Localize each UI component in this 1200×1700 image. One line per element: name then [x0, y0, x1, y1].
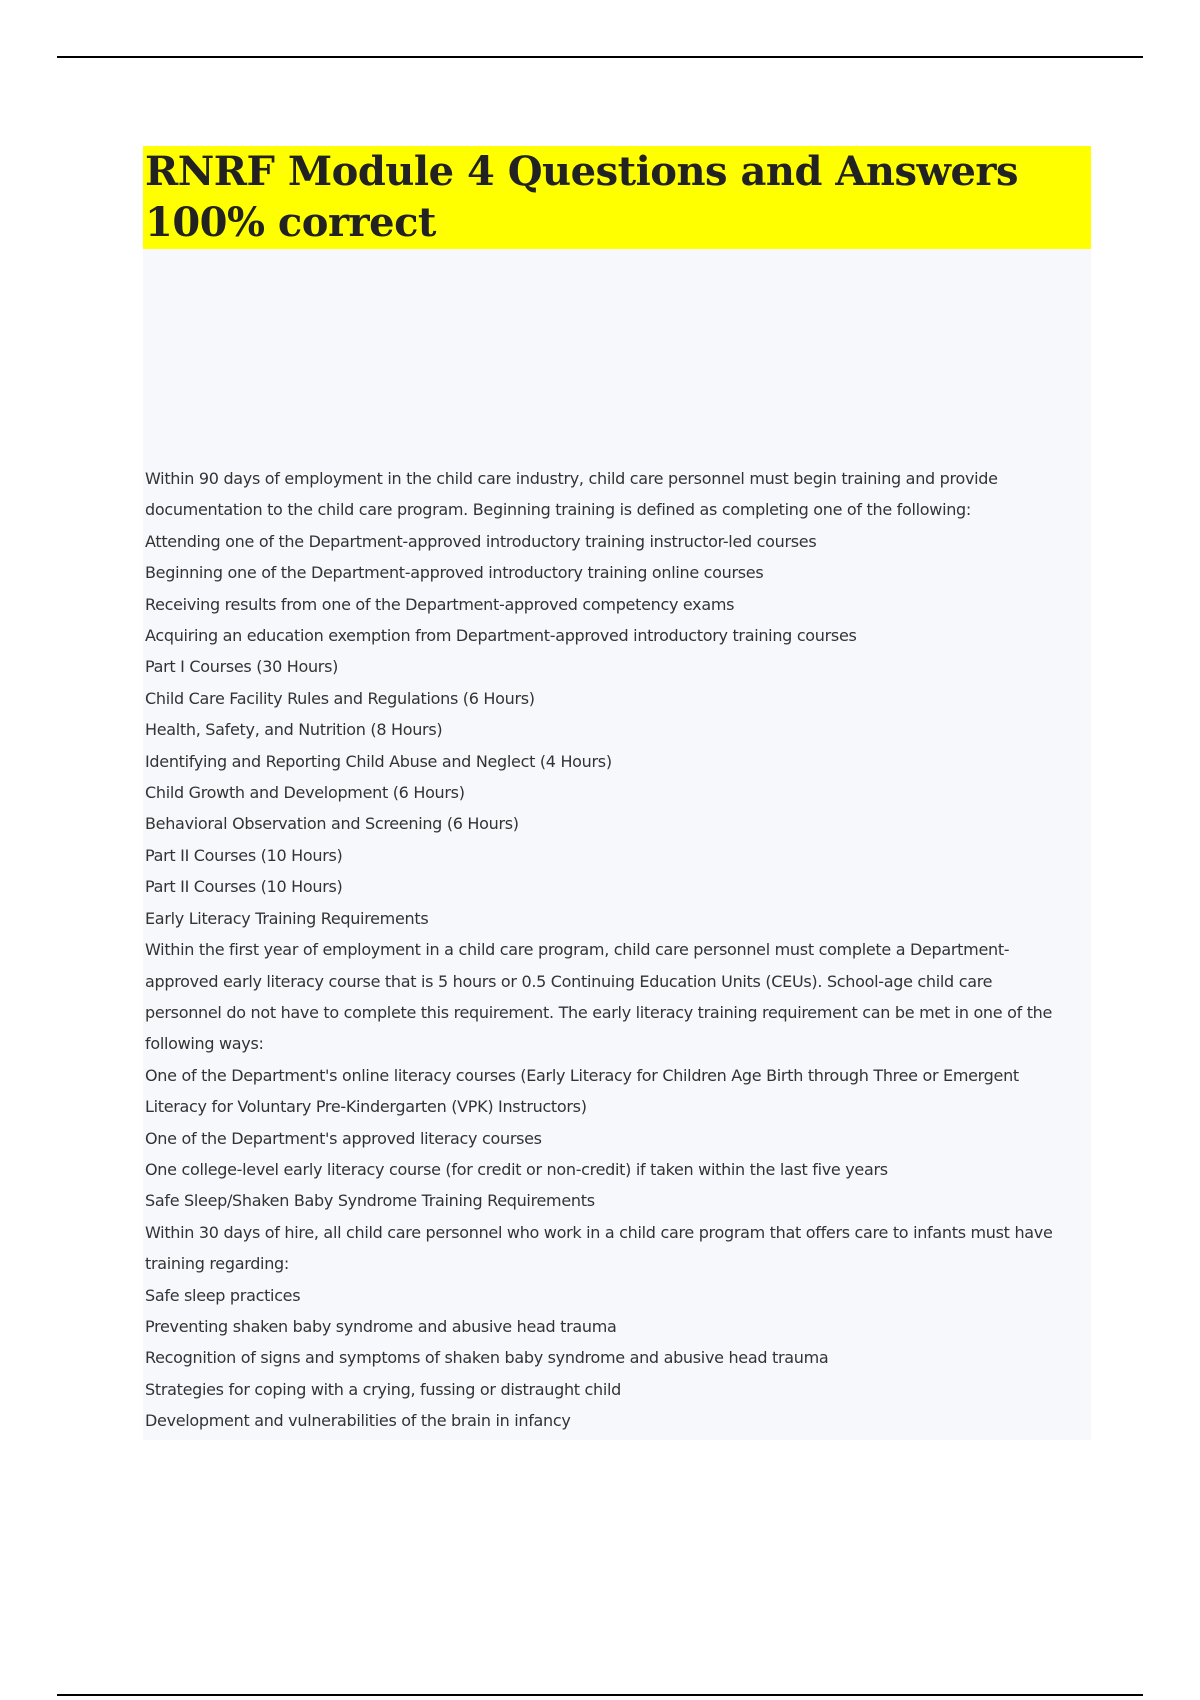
body-line: Beginning one of the Department-approved introductory training online courses	[145, 563, 764, 583]
body-line: Receiving results from one of the Department-approved competency exams	[145, 594, 735, 614]
title-highlight	[143, 146, 1091, 249]
body-line: Preventing shaken baby syndrome and abusive head trauma	[145, 1316, 617, 1336]
body-line: One of the Department's online literacy courses (Early Literacy for Children Age Birth through Three or Emergent	[145, 1065, 1019, 1085]
body-line: Part II Courses (10 Hours)	[145, 877, 343, 897]
body-line: Part I Courses (30 Hours)	[145, 657, 339, 677]
body-line: Health, Safety, and Nutrition (8 Hours)	[145, 720, 443, 740]
body-line: One college-level early literacy course (for credit or non-credit) if taken within the last five years	[145, 1159, 888, 1179]
body-line: training regarding:	[145, 1254, 289, 1274]
body-line: approved early literacy course that is 5 hours or 0.5 Continuing Education Units (CEUs). School-age child care	[145, 971, 993, 991]
body-line: Literacy for Voluntary Pre-Kindergarten (VPK) Instructors)	[145, 1097, 587, 1117]
body-line: Identifying and Reporting Child Abuse and Neglect (4 Hours)	[145, 751, 612, 771]
body-line: Part II Courses (10 Hours)	[145, 845, 343, 865]
body-line: following ways:	[145, 1034, 264, 1054]
body-line: One of the Department's approved literacy courses	[145, 1128, 542, 1148]
body-line: Safe sleep practices	[145, 1285, 301, 1305]
body-line: Child Growth and Development (6 Hours)	[145, 783, 465, 803]
body-line: Safe Sleep/Shaken Baby Syndrome Training Requirements	[145, 1191, 595, 1211]
body-line: Attending one of the Department-approved introductory training instructor-led courses	[145, 531, 817, 551]
body-line: Within 90 days of employment in the child care industry, child care personnel must begin training and provide	[145, 469, 998, 488]
body-line: Recognition of signs and symptoms of shaken baby syndrome and abusive head trauma	[145, 1348, 829, 1368]
body-line: Within the first year of employment in a child care program, child care personnel must complete a Department-	[145, 940, 1010, 960]
body-line: personnel do not have to complete this requirement. The early literacy training requirement can be met in one of the	[145, 1002, 1053, 1022]
body-line: Development and vulnerabilities of the brain in infancy	[145, 1411, 571, 1431]
body-line: Acquiring an education exemption from Department-approved introductory training courses	[145, 626, 857, 646]
body-line: Early Literacy Training Requirements	[145, 908, 429, 928]
body-line: documentation to the child care program. Beginning training is defined as completing one of the following:	[145, 500, 972, 520]
bottom-rule	[57, 1694, 1143, 1696]
body-line: Strategies for coping with a crying, fussing or distraught child	[145, 1379, 622, 1399]
top-rule	[57, 56, 1143, 58]
document-body	[145, 463, 1087, 1437]
body-line: Behavioral Observation and Screening (6 Hours)	[145, 814, 519, 834]
document-title: RNRF Module 4 Questions and Answers 100% correct	[145, 148, 1018, 246]
body-line: Child Care Facility Rules and Regulations (6 Hours)	[145, 688, 535, 708]
body-line: Within 30 days of hire, all child care personnel who work in a child care program that offers care to infants must have	[145, 1222, 1053, 1242]
document-content	[143, 146, 1091, 1440]
